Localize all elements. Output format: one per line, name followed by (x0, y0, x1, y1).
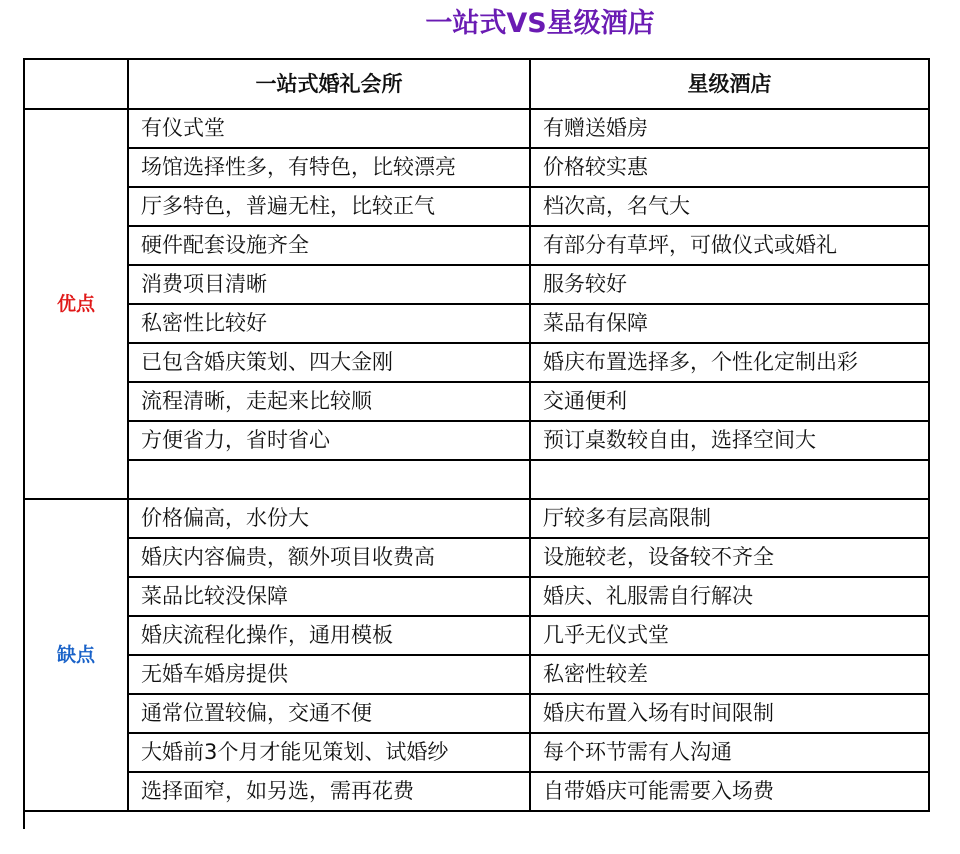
cell-one-stop: 厅多特色，普遍无柱，比较正气 (129, 188, 531, 227)
cell-one-stop: 场馆选择性多，有特色，比较漂亮 (129, 149, 531, 188)
table-header-star-hotel: 星级酒店 (531, 60, 930, 110)
cell-star-hotel: 厅较多有层高限制 (531, 500, 930, 539)
cell-star-hotel: 几乎无仪式堂 (531, 617, 930, 656)
cell-one-stop: 私密性比较好 (129, 305, 531, 344)
cell-star-hotel: 婚庆布置入场有时间限制 (531, 695, 930, 734)
cell-star-hotel: 自带婚庆可能需要入场费 (531, 773, 930, 812)
cell-one-stop: 选择面窄，如另选，需再花费 (129, 773, 531, 812)
cell-one-stop: 方便省力，省时省心 (129, 422, 531, 461)
cell-star-hotel: 婚庆布置选择多，个性化定制出彩 (531, 344, 930, 383)
cell-one-stop: 价格偏高，水份大 (129, 500, 531, 539)
cell-star-hotel: 有部分有草坪，可做仪式或婚礼 (531, 227, 930, 266)
cell-star-hotel: 档次高，名气大 (531, 188, 930, 227)
comparison-table (23, 58, 930, 829)
cell-star-hotel (531, 461, 930, 500)
cell-one-stop: 已包含婚庆策划、四大金刚 (129, 344, 531, 383)
cell-one-stop: 流程清晰，走起来比较顺 (129, 383, 531, 422)
table-header-one-stop: 一站式婚礼会所 (129, 60, 531, 110)
group-label-disadvantages: 缺点 (25, 500, 129, 812)
cell-one-stop: 硬件配套设施齐全 (129, 227, 531, 266)
cell-one-stop: 菜品比较没保障 (129, 578, 531, 617)
cell-one-stop (129, 461, 531, 500)
cell-one-stop: 无婚车婚房提供 (129, 656, 531, 695)
cell-star-hotel: 每个环节需有人沟通 (531, 734, 930, 773)
table-header-blank (25, 60, 129, 110)
cell-one-stop: 大婚前3个月才能见策划、试婚纱 (129, 734, 531, 773)
cell-star-hotel: 价格较实惠 (531, 149, 930, 188)
cell-star-hotel: 有赠送婚房 (531, 110, 930, 149)
group-label-advantages: 优点 (25, 110, 129, 500)
cell-one-stop: 有仪式堂 (129, 110, 531, 149)
cell-star-hotel: 预订桌数较自由，选择空间大 (531, 422, 930, 461)
cell-one-stop: 婚庆内容偏贵，额外项目收费高 (129, 539, 531, 578)
page-title: 一站式VS星级酒店 (425, 8, 655, 39)
cell-one-stop: 婚庆流程化操作，通用模板 (129, 617, 531, 656)
cell-star-hotel: 设施较老，设备较不齐全 (531, 539, 930, 578)
cell-star-hotel: 私密性较差 (531, 656, 930, 695)
cell-one-stop: 通常位置较偏，交通不便 (129, 695, 531, 734)
cell-star-hotel: 婚庆、礼服需自行解决 (531, 578, 930, 617)
cell-star-hotel: 菜品有保障 (531, 305, 930, 344)
cell-star-hotel: 交通便利 (531, 383, 930, 422)
cell-one-stop: 消费项目清晰 (129, 266, 531, 305)
cell-star-hotel: 服务较好 (531, 266, 930, 305)
